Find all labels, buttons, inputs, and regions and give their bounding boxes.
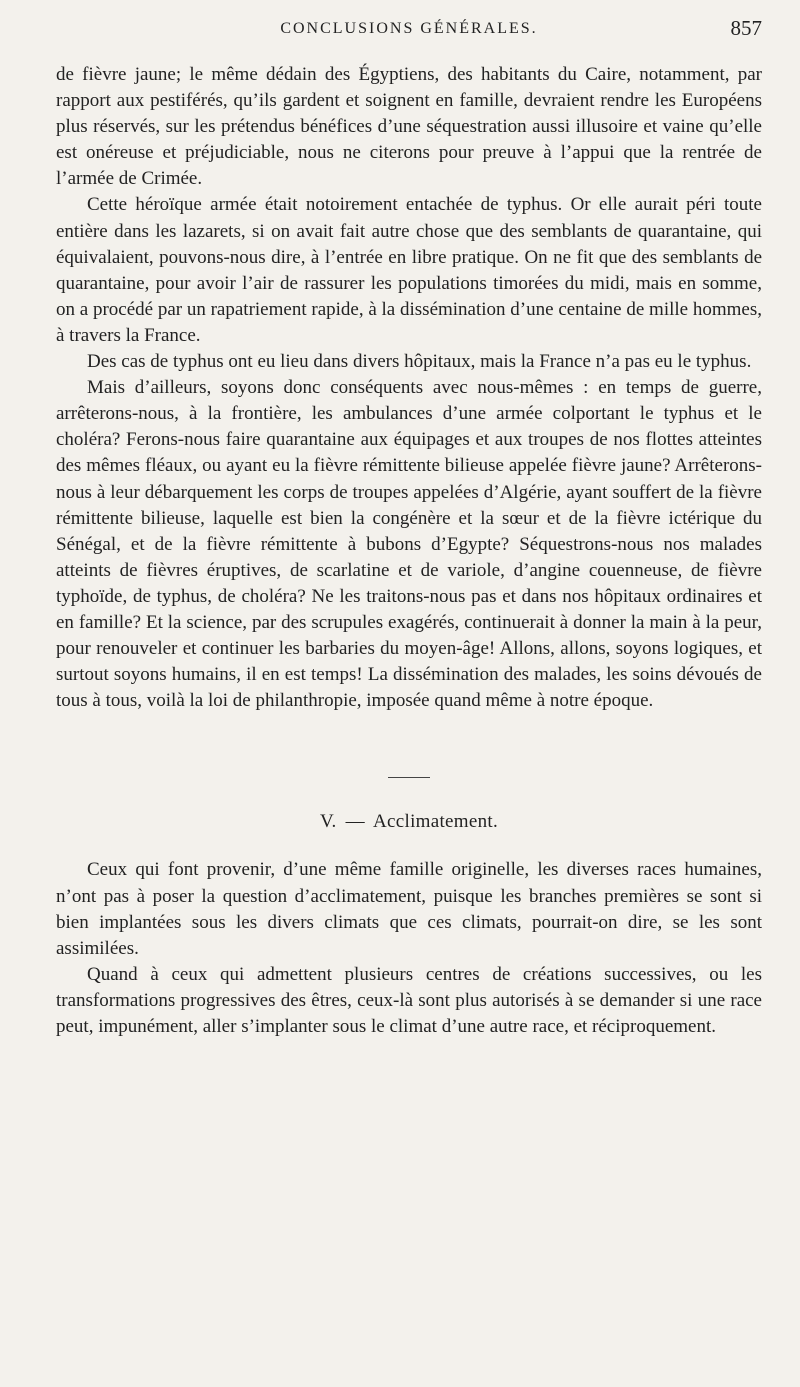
running-head	[56, 14, 762, 48]
section-heading	[56, 809, 762, 835]
section-title: Acclimatement.	[373, 811, 499, 833]
paragraph: Des cas de typhus ont eu lieu dans divers hôpitaux, mais la France n’a pas eu le typhus.	[87, 351, 752, 373]
paragraph: de fièvre jaune; le même dédain des Égyptiens, des habitants du Caire, notamment, par rapport aux pestiférés, qu’ils gardent et soignent en famille, devraient rendre les Européens plus réservés, sur les prétendus bénéfices d’une séquestration aussi illusoire et vaine qu’elle est onéreuse et préjudiciable, nous ne citerons pour preuve à l’appui que la rentrée de l’armée de Crimée.	[56, 64, 762, 190]
text-block	[56, 62, 762, 1040]
running-title: CONCLUSIONS GÉNÉRALES.	[280, 20, 538, 37]
section-separator-rule	[388, 777, 430, 778]
section-dash: —	[345, 811, 365, 833]
paragraph: Ceux qui font provenir, d’une même famille originelle, les diverses races humaines, n’ont pas à poser la question d’acclimatement, puisque les branches premières se sont si bien implantées sous les divers climats que ces climats, pourrait-on dire, se les sont assimilées.	[56, 859, 762, 959]
paragraph: Quand à ceux qui admettent plusieurs centres de créations successives, ou les transformations progressives des êtres, ceux-là sont plus autorisés à se demander si une race peut, impunément, aller s’implanter sous le climat d’une autre race, et réciproquement.	[56, 963, 762, 1037]
paragraph: Cette héroïque armée était notoirement entachée de typhus. Or elle aurait péri toute entière dans les lazarets, si on avait fait autre chose que des semblants de quarantaine, qui équivalaient, pouvons-nous dire, à l’entrée en libre pratique. On ne fit que des semblants de quarantaine, pour avoir l’air de rassurer les populations timorées du midi, mais en somme, on a procédé par un rapatriement rapide, à la dissémination d’une centaine de mille hommes, à travers la France.	[56, 194, 762, 346]
page-number: 857	[730, 16, 762, 40]
section-number: V.	[319, 811, 337, 833]
paragraph: Mais d’ailleurs, soyons donc conséquents avec nous-mêmes : en temps de guerre, arrêterons-nous, à la frontière, les ambulances d’une armée colportant le typhus et le choléra? Ferons-nous faire quarantaine aux équipages et aux troupes de nos flottes atteintes des mêmes fléaux, ou ayant eu la fièvre rémittente bilieuse appelée fièvre jaune? Arrêterons-nous à leur débarquement les corps de troupes appelées d’Algérie, ayant souffert de la fièvre rémittente bilieuse, laquelle est bien la congénère et la sœur et de la fièvre ictérique du Sénégal, et de la fièvre rémittente à bubons d’Egypte? Séquestrons-nous nos malades atteints de fièvres éruptives, de scarlatine et de variole, d’angine couenneuse, de fièvre typhoïde, de typhus, de choléra? Ne les traitons-nous pas et dans nos hôpitaux ordinaires et en famille? Et la science, par des scrupules exagérés, continuerait à donner la main à la peur, pour renouveler et continuer les barbaries du moyen-âge! Allons, allons, soyons logiques, et surtout soyons humains, il en est temps! La dissémination des malades, les soins dévoués de tous à tous, voilà la loi de philanthropie, imposée quand même à notre époque.	[56, 377, 762, 712]
